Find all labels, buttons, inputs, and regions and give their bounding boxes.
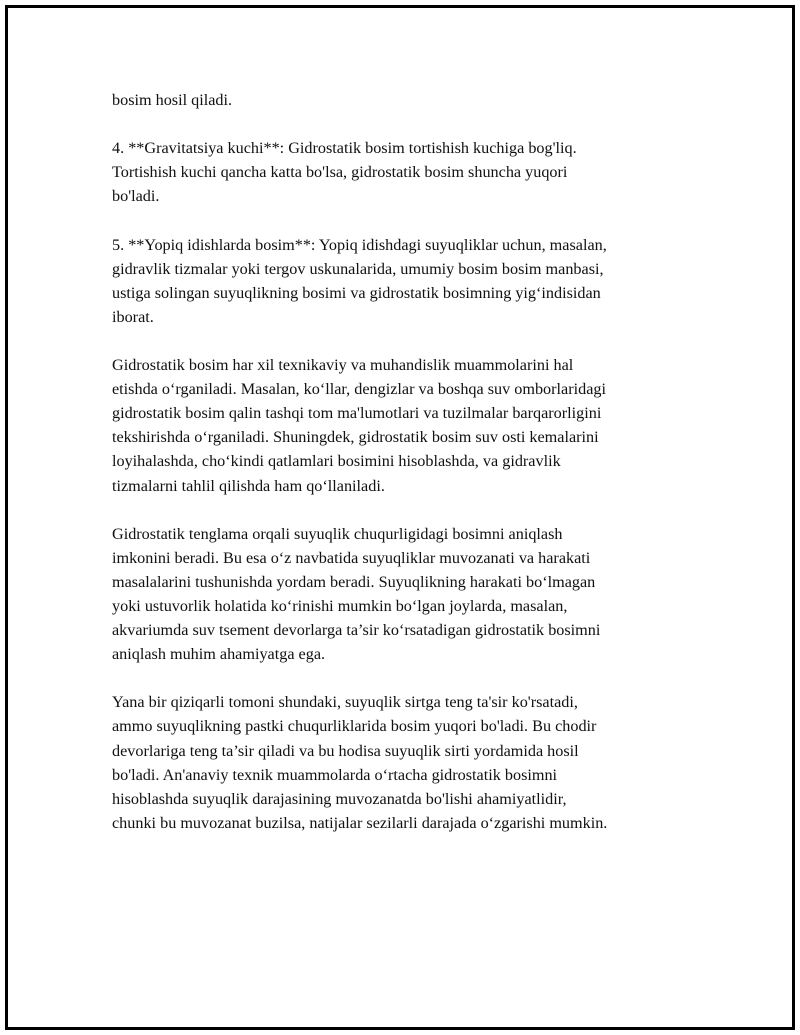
text-line: imkonini beradi. Bu esa o‘z navbatida suyuqliklar muvozanati va harakati [112, 548, 591, 567]
text-line: masalalarini tushunishda yordam beradi. Suyuqlikning harakati bo‘lmagan [112, 572, 596, 591]
text-line: bo'ladi. [112, 187, 160, 206]
text-line: gidrostatik bosim qalin tashqi tom ma'lumotlari va tuzilmalar barqarorligini [112, 404, 602, 423]
text-line: Yana bir qiziqarli tomoni shundaki, suyuqlik sirtga teng ta'sir ko'rsatadi, [112, 693, 578, 712]
text-line: gidravlik tizmalar yoki tergov uskunalarida, umumiy bosim bosim manbasi, [112, 259, 604, 278]
text-line: tizmalarni tahlil qilishda ham qo‘llaniladi. [112, 476, 385, 495]
paragraph-hydrostatic-equation [112, 522, 692, 667]
text-line: Gidrostatik bosim har xil texnikaviy va muhandislik muammolarini hal [112, 356, 574, 375]
paragraph-interesting-aspect [112, 690, 692, 835]
text-line: devorlariga teng ta’sir qiladi va bu hodisa suyuqlik sirti yordamida hosil [112, 741, 579, 760]
text-line: Tortishish kuchi qancha katta bo'lsa, gidrostatik bosim shuncha yuqori [112, 163, 568, 182]
text-line: yoki ustuvorlik holatida ko‘rinishi mumkin bo‘lgan joylarda, masalan, [112, 596, 568, 615]
text-line: 4. **Gravitatsiya kuchi**: Gidrostatik bosim tortishish kuchiga bog'liq. [112, 139, 577, 158]
text-line: ustiga solingan suyuqlikning bosimi va gidrostatik bosimning yig‘indisidan [112, 283, 601, 302]
text-line: aniqlash muhim ahamiyatga ega. [112, 645, 326, 664]
text-line: loyihalashda, cho‘kindi qatlamlari bosimini hisoblashda, va gidravlik [112, 452, 561, 471]
paragraph-closed-vessels [112, 233, 692, 329]
text-line: Gidrostatik tenglama orqali suyuqlik chuqurligidagi bosimni aniqlash [112, 524, 563, 543]
paragraph-engineering-applications [112, 353, 692, 498]
text-line: hisoblashda suyuqlik darajasining muvozanatda bo'lishi ahamiyatlidir, [112, 789, 567, 808]
paragraph-continuation [112, 88, 692, 112]
text-line: akvariumda suv tsement devorlarga ta’sir ko‘rsatadigan gidrostatik bosimni [112, 621, 601, 640]
paragraph-gravitation [112, 136, 692, 208]
text-line: bosim hosil qiladi. [112, 91, 233, 109]
text-line: 5. **Yopiq idishlarda bosim**: Yopiq idishdagi suyuqliklar uchun, masalan, [112, 235, 607, 254]
text-line: ammo suyuqlikning pastki chuqurliklarida bosim yuqori bo'ladi. Bu chodir [112, 717, 597, 736]
text-line: iborat. [112, 307, 154, 326]
document-body [112, 88, 692, 859]
text-line: tekshirishda o‘rganiladi. Shuningdek, gidrostatik bosim suv osti kemalarini [112, 428, 599, 447]
text-line: bo'ladi. An'anaviy texnik muammolarda o‘rtacha gidrostatik bosimni [112, 765, 558, 784]
text-line: chunki bu muvozanat buzilsa, natijalar sezilarli darajada o‘zgarishi mumkin. [112, 813, 608, 832]
text-line: etishda o‘rganiladi. Masalan, ko‘llar, dengizlar va boshqa suv omborlaridagi [112, 380, 606, 399]
